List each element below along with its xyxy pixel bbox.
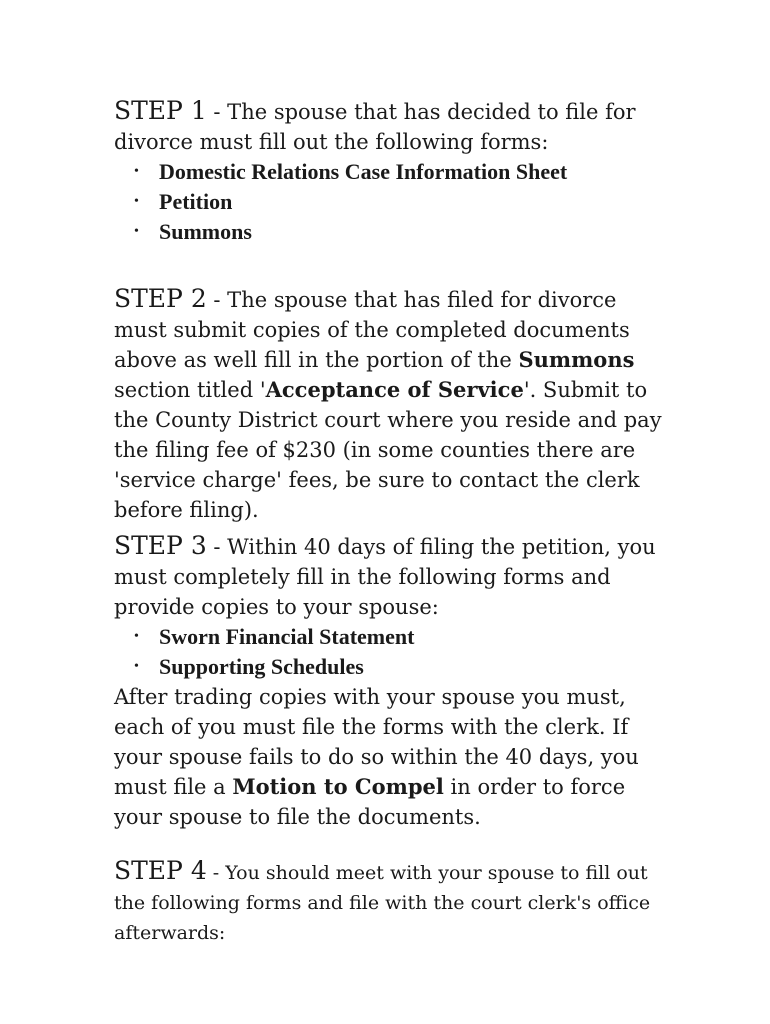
step-1-paragraph — [114, 96, 674, 157]
step-3-after-text-a: After trading copies with your spouse you must, each of you must file the forms with the clerk. If your spouse fails to do so within the 40 days, you must file a — [114, 685, 639, 799]
bullet-icon: • — [134, 194, 139, 209]
step-2-paragraph — [114, 284, 674, 525]
step-2-label: STEP 2 — [114, 284, 207, 313]
form-name: Summons — [159, 219, 252, 244]
step-4-paragraph — [114, 856, 674, 948]
step-2-section — [114, 284, 674, 525]
step-4-text: - You should meet with your spouse to fill out the following forms and file with the court clerk's office afterwards: — [114, 862, 651, 944]
step-4-label: STEP 4 — [114, 856, 207, 885]
step-4-section — [114, 856, 674, 948]
step-3-bold-motion: Motion to Compel — [232, 774, 444, 799]
step-3-followup-paragraph — [114, 682, 674, 832]
form-name: Domestic Relations Case Information Sheet — [159, 159, 568, 184]
list-item — [114, 187, 674, 217]
bullet-icon: • — [134, 164, 139, 179]
bullet-icon: • — [134, 659, 139, 674]
list-item — [114, 622, 674, 652]
step-2-bold-summons: Summons — [518, 347, 635, 372]
step-3-text: - Within 40 days of filing the petition, you must completely fill in the following forms and provide copies to your spouse: — [114, 535, 656, 619]
list-item — [114, 217, 674, 247]
form-name: Supporting Schedules — [159, 654, 364, 679]
step-1-form-list — [114, 157, 674, 247]
step-3-after-text-b: in order to force your spouse to file the documents. — [114, 775, 626, 829]
step-3-label: STEP 3 — [114, 531, 207, 560]
step-1-text: - The spouse that has decided to file for divorce must fill out the following forms: — [114, 100, 636, 154]
step-2-text-b: section titled ' — [114, 378, 266, 402]
step-3-form-list — [114, 622, 674, 682]
step-1-section — [114, 96, 674, 247]
form-name: Petition — [159, 189, 233, 214]
bullet-icon: • — [134, 629, 139, 644]
step-1-label: STEP 1 — [114, 96, 207, 125]
step-2-text-a: - The spouse that has filed for divorce must submit copies of the completed documents above as well fill in the portion of the — [114, 288, 630, 372]
list-item — [114, 157, 674, 187]
step-3-section — [114, 531, 674, 832]
step-2-bold-acceptance: Acceptance of Service — [265, 377, 524, 402]
form-name: Sworn Financial Statement — [159, 624, 415, 649]
step-3-paragraph — [114, 531, 674, 622]
bullet-icon: • — [134, 224, 139, 239]
list-item — [114, 652, 674, 682]
step-2-text-c: '. Submit to the County District court where you reside and pay the filing fee of $230 (in some counties there are 'service charge' fees, be sure to contact the clerk before filing). — [114, 378, 662, 522]
